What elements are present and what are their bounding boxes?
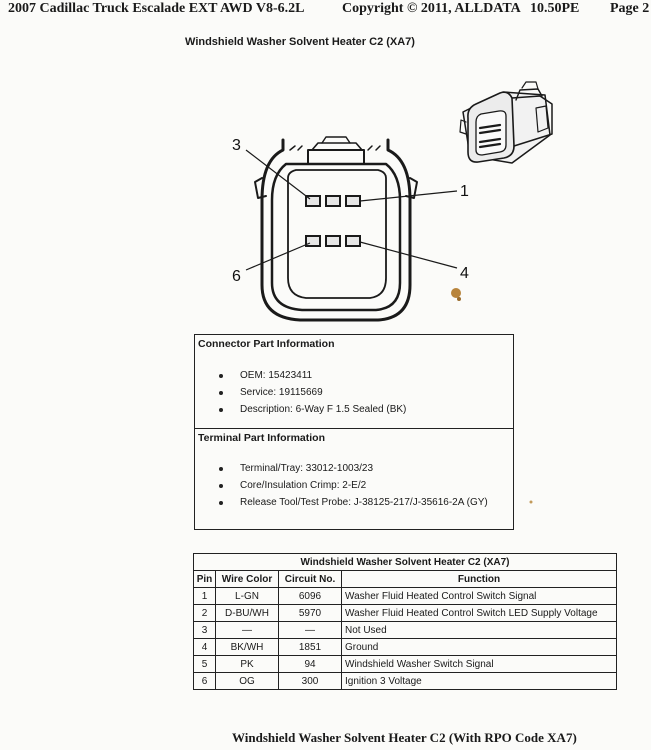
table-title-row — [194, 554, 617, 571]
cell-wire-color: — — [216, 622, 279, 639]
terminal-info-title: Terminal Part Information — [198, 432, 325, 444]
pin-function-table — [193, 553, 617, 690]
cell-circuit: 94 — [279, 656, 342, 673]
pin-cavities — [306, 196, 360, 246]
cell-circuit: — — [279, 622, 342, 639]
cell-circuit: 6096 — [279, 588, 342, 605]
table-title: Windshield Washer Solvent Heater C2 (XA7) — [194, 554, 617, 571]
table-header-row — [194, 571, 617, 588]
cell-function: Ground — [342, 639, 617, 656]
connector-info-item: Description: 6-Way F 1.5 Sealed (BK) — [195, 401, 513, 418]
cell-pin: 6 — [194, 673, 216, 690]
connector-info-title: Connector Part Information — [198, 338, 335, 350]
cell-wire-color: BK/WH — [216, 639, 279, 656]
table-row — [194, 622, 617, 639]
pin-label-4: 4 — [460, 265, 469, 282]
cell-function: Washer Fluid Heated Control Switch LED Supply Voltage — [342, 605, 617, 622]
vehicle-title: 2007 Cadillac Truck Escalade EXT AWD V8-6.2L — [8, 1, 305, 16]
connector-face — [255, 137, 417, 320]
cell-wire-color: L-GN — [216, 588, 279, 605]
copyright-text: Copyright © 2011, ALLDATA — [342, 1, 521, 16]
table-row — [194, 639, 617, 656]
version-code: 10.50PE — [530, 1, 580, 16]
table-row — [194, 588, 617, 605]
header-pin: Pin — [194, 571, 216, 588]
part-info-box — [194, 334, 514, 530]
cell-pin: 4 — [194, 639, 216, 656]
cavity-5 — [326, 236, 340, 246]
terminal-info-list — [195, 444, 513, 511]
terminal-info-section — [195, 428, 513, 511]
page-number: Page 2 — [610, 1, 650, 16]
connector-info-section — [195, 335, 513, 428]
cell-function: Ignition 3 Voltage — [342, 673, 617, 690]
pin-label-6: 6 — [232, 268, 241, 285]
pin-leader-lines — [246, 150, 457, 270]
terminal-info-item: Core/Insulation Crimp: 2-E/2 — [195, 477, 513, 494]
cell-pin: 2 — [194, 605, 216, 622]
terminal-info-item: Release Tool/Test Probe: J-38125-217/J-35616-2A (GY) — [195, 494, 513, 511]
cell-wire-color: D-BU/WH — [216, 605, 279, 622]
cell-wire-color: PK — [216, 656, 279, 673]
cell-pin: 1 — [194, 588, 216, 605]
connector-info-item: Service: 19115669 — [195, 384, 513, 401]
cell-circuit: 300 — [279, 673, 342, 690]
cell-function: Washer Fluid Heated Control Switch Signal — [342, 588, 617, 605]
pin-label-3: 3 — [232, 137, 241, 154]
cavity-1 — [346, 196, 360, 206]
cavity-2 — [326, 196, 340, 206]
header-circuit-no: Circuit No. — [279, 571, 342, 588]
table-row — [194, 673, 617, 690]
cavity-6 — [306, 236, 320, 246]
cell-circuit: 5970 — [279, 605, 342, 622]
pin-label-1: 1 — [460, 183, 469, 200]
diagram-title: Windshield Washer Solvent Heater C2 (XA7) — [185, 36, 415, 48]
connector-info-item: OEM: 15423411 — [195, 367, 513, 384]
terminal-info-item: Terminal/Tray: 33012-1003/23 — [195, 460, 513, 477]
header-wire-color: Wire Color — [216, 571, 279, 588]
figure-caption: Windshield Washer Solvent Heater C2 (With RPO Code XA7) — [232, 730, 577, 745]
connector-isometric-icon — [460, 82, 552, 163]
cell-wire-color: OG — [216, 673, 279, 690]
table-row — [194, 605, 617, 622]
table-row — [194, 656, 617, 673]
header-function: Function — [342, 571, 617, 588]
cell-function: Windshield Washer Switch Signal — [342, 656, 617, 673]
connector-info-list — [195, 350, 513, 418]
cell-function: Not Used — [342, 622, 617, 639]
cell-pin: 5 — [194, 656, 216, 673]
cavity-4 — [346, 236, 360, 246]
cell-circuit: 1851 — [279, 639, 342, 656]
cell-pin: 3 — [194, 622, 216, 639]
